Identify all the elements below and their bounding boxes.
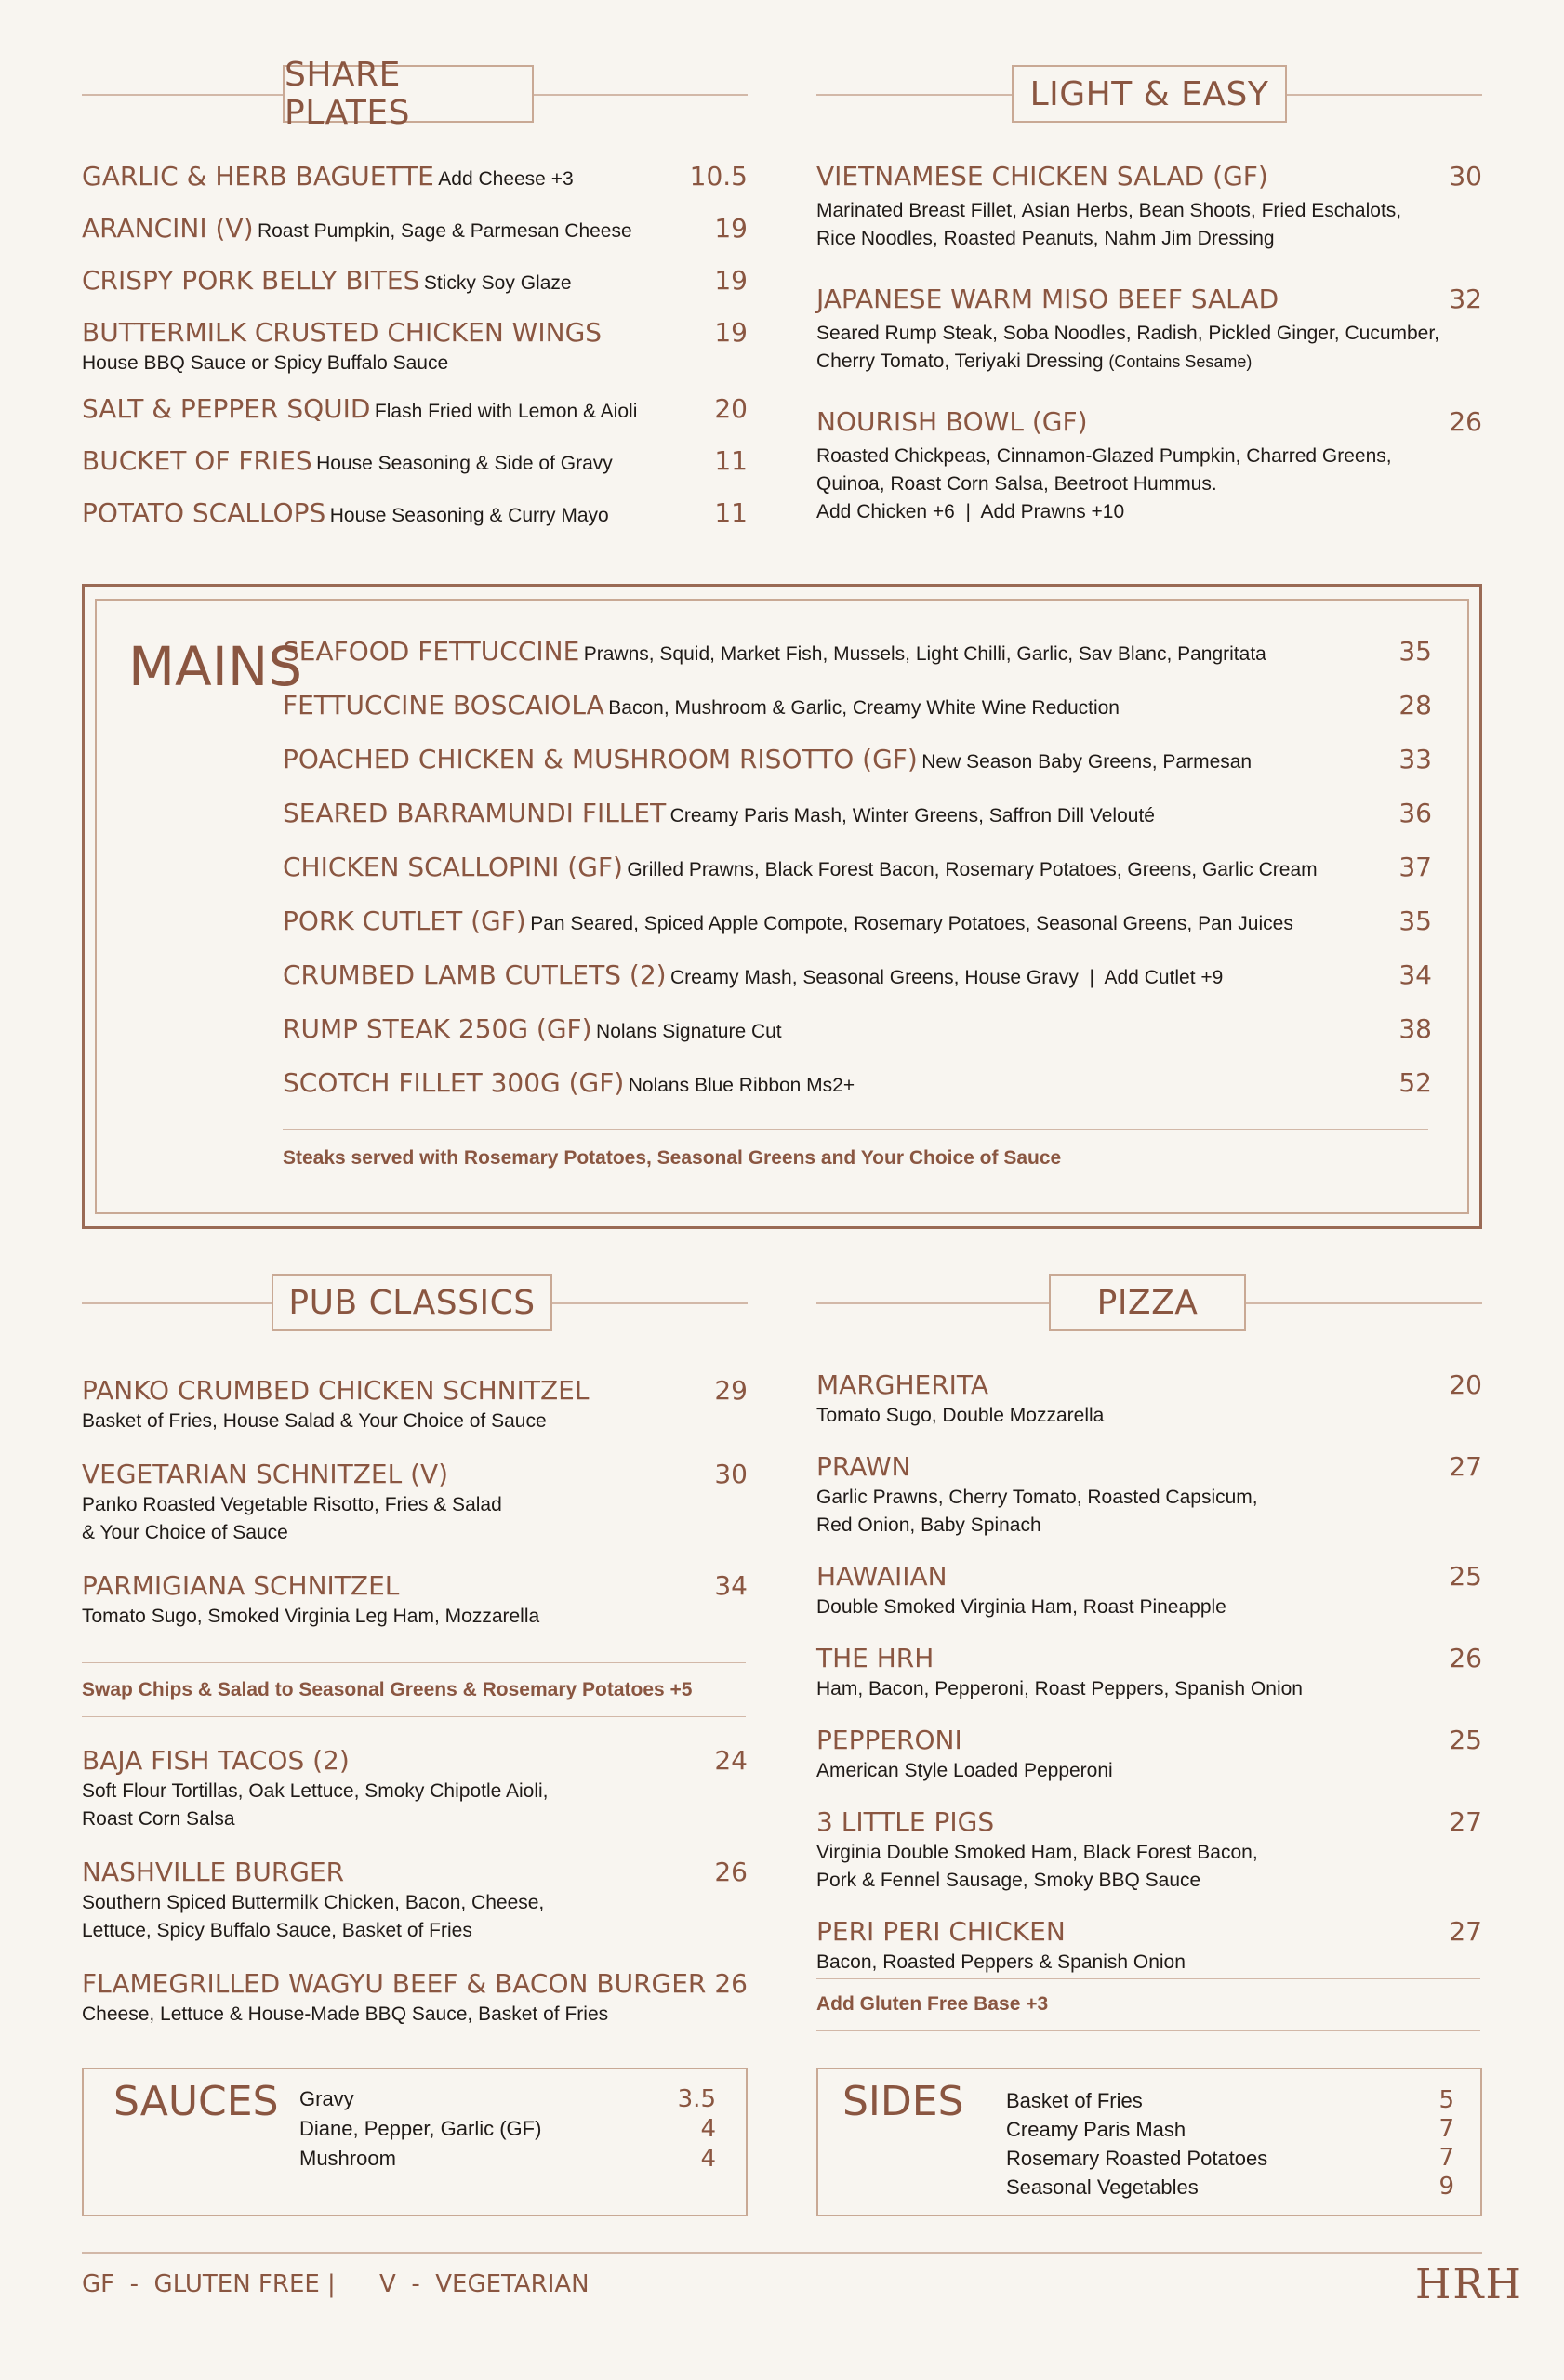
menu-item — [283, 1012, 1432, 1066]
item-desc: Ham, Bacon, Pepperoni, Roast Peppers, Spanish Onion — [816, 1678, 1303, 1699]
item-price: 26 — [714, 1857, 748, 1887]
item-desc: Nolans Blue Ribbon Ms2+ — [628, 1075, 855, 1096]
pub-classics-list-b — [82, 1744, 748, 2051]
item-desc-line2: & Your Choice of Sauce — [82, 1522, 288, 1543]
pizza-list — [816, 1368, 1482, 1997]
item-price: 30 — [714, 1459, 748, 1489]
item-price: 28 — [1398, 690, 1432, 721]
item-name: BUCKET OF FRIES — [82, 445, 312, 476]
menu-item — [82, 1458, 748, 1547]
menu-item — [82, 1967, 748, 2029]
item-desc: Bacon, Mushroom & Garlic, Creamy White Wine Reduction — [608, 697, 1120, 719]
hrh-logo: HRH — [1415, 2261, 1523, 2308]
menu-item — [82, 160, 748, 212]
item-name: VIETNAMESE CHICKEN SALAD (GF) — [816, 161, 1268, 192]
item-desc: American Style Loaded Pepperoni — [816, 1760, 1113, 1781]
pub-divider-bottom — [82, 1716, 746, 1717]
item-price: 26 — [714, 1968, 748, 1999]
item-desc: Soft Flour Tortillas, Oak Lettuce, Smoky Chipotle Aioli, — [82, 1780, 549, 1802]
item-price: 35 — [1398, 636, 1432, 667]
menu-item — [816, 1724, 1482, 1785]
menu-item — [82, 1374, 748, 1435]
light-easy-list — [816, 160, 1482, 556]
item-desc: Panko Roasted Vegetable Risotto, Fries & Salad — [82, 1494, 502, 1515]
item-price: 20 — [714, 393, 748, 424]
item-desc: Add Cheese +3 — [438, 168, 574, 190]
pub-swap-note: Swap Chips & Salad to Seasonal Greens & Rosemary Potatoes +5 — [82, 1679, 693, 1700]
menu-item — [283, 635, 1432, 689]
item-name: SEAFOOD FETTUCCINE — [283, 636, 580, 667]
light-easy-title: LIGHT & EASY — [1012, 65, 1287, 123]
item-desc: Marinated Breast Fillet, Asian Herbs, Bean Shoots, Fried Eschalots, Rice Noodles, Roasted Peanuts, Nahm Jim Dressing — [816, 200, 1402, 249]
item-desc: Flash Fried with Lemon & Aioli — [374, 401, 638, 422]
item-name: POACHED CHICKEN & MUSHROOM RISOTTO (GF) — [283, 744, 918, 774]
item-desc: Grilled Prawns, Black Forest Bacon, Rosemary Potatoes, Greens, Garlic Cream — [627, 859, 1318, 880]
pizza-gf-note: Add Gluten Free Base +3 — [816, 1993, 1049, 2015]
pub-classics-title: PUB CLASSICS — [272, 1274, 552, 1331]
side-row — [1006, 2086, 1454, 2115]
menu-item — [82, 1569, 748, 1631]
menu-item — [82, 496, 748, 549]
item-price: 25 — [1449, 1725, 1482, 1755]
item-price: 27 — [1449, 1451, 1482, 1482]
side-price: 9 — [1438, 2173, 1454, 2201]
side-row — [1006, 2115, 1454, 2144]
item-name: CRUMBED LAMB CUTLETS (2) — [283, 959, 667, 990]
item-price: 52 — [1398, 1067, 1432, 1098]
sauce-price: 4 — [700, 2115, 716, 2143]
pizza-divider-top — [816, 1978, 1480, 1979]
sauce-price: 4 — [700, 2145, 716, 2173]
share-plates-title: SHARE PLATES — [283, 65, 534, 123]
item-name: VEGETARIAN SCHNITZEL (V) — [82, 1459, 449, 1489]
item-desc: Creamy Paris Mash, Winter Greens, Saffron Dill Velouté — [669, 805, 1155, 826]
item-name: PANKO CRUMBED CHICKEN SCHNITZEL — [82, 1375, 590, 1406]
item-name: PARMIGIANA SCHNITZEL — [82, 1570, 400, 1601]
item-price: 26 — [1449, 1643, 1482, 1673]
item-desc: Pan Seared, Spiced Apple Compote, Rosemary Potatoes, Seasonal Greens, Pan Juices — [530, 913, 1293, 934]
menu-item — [816, 1642, 1482, 1703]
menu-item — [82, 264, 748, 316]
sides-list — [1006, 2086, 1454, 2202]
item-name: CHICKEN SCALLOPINI (GF) — [283, 852, 623, 882]
item-name: 3 LITTLE PIGS — [816, 1806, 995, 1837]
sauce-name: Diane, Pepper, Garlic (GF) — [299, 2117, 542, 2140]
item-price: 10.5 — [689, 161, 748, 192]
item-name: POTATO SCALLOPS — [82, 497, 326, 528]
item-name: SCOTCH FILLET 300G (GF) — [283, 1067, 625, 1098]
item-price: 25 — [1449, 1561, 1482, 1592]
item-name: NASHVILLE BURGER — [82, 1857, 345, 1887]
item-name: HAWAIIAN — [816, 1561, 948, 1592]
item-desc: Cheese, Lettuce & House-Made BBQ Sauce, Basket of Fries — [82, 2003, 609, 2025]
menu-item — [283, 689, 1432, 743]
menu-item — [82, 392, 748, 444]
side-name: Creamy Paris Mash — [1006, 2118, 1186, 2141]
item-name: ARANCINI (V) — [82, 213, 254, 244]
item-name: SALT & PEPPER SQUID — [82, 393, 371, 424]
item-price: 19 — [714, 265, 748, 296]
item-desc: House Seasoning & Side of Gravy — [316, 453, 613, 474]
item-desc-line2: Red Onion, Baby Spinach — [816, 1514, 1041, 1536]
item-desc: Sticky Soy Glaze — [423, 272, 572, 294]
item-price: 11 — [714, 497, 748, 528]
item-desc: Bacon, Roasted Peppers & Spanish Onion — [816, 1951, 1186, 1973]
mains-steak-note: Steaks served with Rosemary Potatoes, Seasonal Greens and Your Choice of Sauce — [283, 1147, 1062, 1169]
pub-classics-header — [82, 1274, 748, 1331]
item-price: 37 — [1398, 852, 1432, 882]
menu-item — [816, 405, 1482, 526]
item-addons: Add Chicken +6 | Add Prawns +10 — [816, 501, 1125, 522]
menu-item — [82, 1744, 748, 1833]
item-price: 24 — [714, 1745, 748, 1776]
item-desc: Tomato Sugo, Smoked Virginia Leg Ham, Mozzarella — [82, 1606, 540, 1627]
item-desc-line2: Roast Corn Salsa — [82, 1808, 235, 1830]
item-desc: House BBQ Sauce or Spicy Buffalo Sauce — [82, 352, 449, 374]
menu-item — [816, 1560, 1482, 1621]
item-name: PRAWN — [816, 1451, 911, 1482]
item-price: 38 — [1398, 1013, 1432, 1044]
footer-gf-legend: GF - GLUTEN FREE — [82, 2270, 320, 2298]
item-desc-note: (Contains Sesame) — [1108, 352, 1253, 371]
side-name: Seasonal Vegetables — [1006, 2175, 1199, 2199]
item-price: 19 — [714, 317, 748, 348]
side-price: 7 — [1438, 2115, 1454, 2143]
footer-divider — [82, 2252, 1482, 2254]
item-price: 33 — [1398, 744, 1432, 774]
item-desc: Virginia Double Smoked Ham, Black Forest Bacon, — [816, 1842, 1258, 1863]
share-plates-list — [82, 160, 748, 549]
pizza-header — [816, 1274, 1482, 1331]
pizza-title: PIZZA — [1049, 1274, 1246, 1331]
item-name: THE HRH — [816, 1643, 934, 1673]
item-desc: New Season Baby Greens, Parmesan — [921, 751, 1253, 773]
item-name: CRISPY PORK BELLY BITES — [82, 265, 420, 296]
menu-item — [816, 1368, 1482, 1430]
item-desc: Basket of Fries, House Salad & Your Choice of Sauce — [82, 1410, 547, 1432]
item-price: 29 — [714, 1375, 748, 1406]
side-price: 5 — [1438, 2086, 1454, 2114]
item-price: 34 — [1398, 959, 1432, 990]
menu-item — [816, 160, 1482, 253]
item-name: GARLIC & HERB BAGUETTE — [82, 161, 434, 192]
sauce-price: 3.5 — [677, 2085, 716, 2113]
item-price: 20 — [1449, 1369, 1482, 1400]
item-desc: Roast Pumpkin, Sage & Parmesan Cheese — [257, 220, 632, 242]
menu-item — [82, 316, 748, 392]
item-price: 30 — [1449, 161, 1482, 192]
menu-item — [283, 959, 1432, 1012]
menu-item — [82, 212, 748, 264]
sauce-name: Gravy — [299, 2087, 354, 2110]
sauce-row — [299, 2114, 716, 2144]
item-price: 26 — [1449, 406, 1482, 437]
light-easy-header — [816, 65, 1482, 123]
menu-item — [82, 444, 748, 496]
item-desc: House Seasoning & Curry Mayo — [329, 505, 609, 526]
item-name: BUTTERMILK CRUSTED CHICKEN WINGS — [82, 317, 603, 348]
mains-list — [283, 635, 1432, 1120]
item-price: 32 — [1449, 284, 1482, 314]
item-desc: Creamy Mash, Seasonal Greens, House Gravy | Add Cutlet +9 — [670, 967, 1224, 988]
item-name: SEARED BARRAMUNDI FILLET — [283, 798, 667, 828]
item-price: 34 — [714, 1570, 748, 1601]
footer-separator: | — [327, 2270, 336, 2298]
sides-title: SIDES — [842, 2078, 964, 2125]
menu-item — [283, 797, 1432, 851]
menu-item — [283, 743, 1432, 797]
item-desc: Seared Rump Steak, Soba Noodles, Radish, Pickled Ginger, Cucumber, Cherry Tomato, Teriyaki Dressing — [816, 323, 1440, 372]
side-name: Basket of Fries — [1006, 2089, 1143, 2112]
item-name: FLAMEGRILLED WAGYU BEEF & BACON BURGER — [82, 1968, 707, 1999]
item-price: 35 — [1398, 906, 1432, 936]
item-name: MARGHERITA — [816, 1369, 989, 1400]
sauces-list — [299, 2084, 716, 2174]
item-name: PEPPERONI — [816, 1725, 962, 1755]
share-plates-header — [82, 56, 748, 132]
menu-item — [816, 1450, 1482, 1540]
side-name: Rosemary Roasted Potatoes — [1006, 2147, 1268, 2170]
item-price: 11 — [714, 445, 748, 476]
item-desc: Garlic Prawns, Cherry Tomato, Roasted Capsicum, — [816, 1487, 1258, 1508]
item-desc: Roasted Chickpeas, Cinnamon-Glazed Pumpkin, Charred Greens, Quinoa, Roast Corn Salsa, Beetroot Hummus. — [816, 445, 1392, 495]
item-price: 36 — [1398, 798, 1432, 828]
menu-item — [816, 1915, 1482, 1977]
item-name: JAPANESE WARM MISO BEEF SALAD — [816, 284, 1279, 314]
item-name: PORK CUTLET (GF) — [283, 906, 526, 936]
item-name: NOURISH BOWL (GF) — [816, 406, 1088, 437]
item-price: 27 — [1449, 1806, 1482, 1837]
mains-title: MAINS — [128, 635, 303, 698]
side-row — [1006, 2144, 1454, 2173]
menu-item — [816, 1805, 1482, 1895]
item-desc: Tomato Sugo, Double Mozzarella — [816, 1405, 1105, 1426]
sauces-title: SAUCES — [113, 2078, 279, 2125]
pub-divider-top — [82, 1662, 746, 1663]
mains-divider — [283, 1129, 1428, 1130]
item-desc: Southern Spiced Buttermilk Chicken, Bacon, Cheese, — [82, 1892, 545, 1913]
sauce-row — [299, 2144, 716, 2174]
pizza-divider-bottom — [816, 2030, 1480, 2031]
item-desc: Prawns, Squid, Market Fish, Mussels, Light Chilli, Garlic, Sav Blanc, Pangritata — [583, 643, 1266, 665]
menu-item — [283, 905, 1432, 959]
item-desc: Nolans Signature Cut — [596, 1021, 782, 1042]
menu-item — [82, 1856, 748, 1945]
side-row — [1006, 2173, 1454, 2202]
item-name: PERI PERI CHICKEN — [816, 1916, 1066, 1947]
item-desc: Double Smoked Virginia Ham, Roast Pineapple — [816, 1596, 1226, 1618]
menu-item — [283, 851, 1432, 905]
menu-item — [816, 283, 1482, 376]
item-desc-line2: Pork & Fennel Sausage, Smoky BBQ Sauce — [816, 1870, 1201, 1891]
pub-classics-list-a — [82, 1374, 748, 1653]
item-name: RUMP STEAK 250G (GF) — [283, 1013, 592, 1044]
item-price: 27 — [1449, 1916, 1482, 1947]
item-desc-line2: Lettuce, Spicy Buffalo Sauce, Basket of Fries — [82, 1920, 472, 1941]
footer-v-legend: V - VEGETARIAN — [379, 2270, 590, 2298]
sauce-row — [299, 2084, 716, 2114]
item-name: FETTUCCINE BOSCAIOLA — [283, 690, 604, 721]
item-price: 19 — [714, 213, 748, 244]
side-price: 7 — [1438, 2144, 1454, 2172]
menu-item — [283, 1066, 1432, 1120]
sauce-name: Mushroom — [299, 2147, 396, 2170]
item-name: BAJA FISH TACOS (2) — [82, 1745, 350, 1776]
